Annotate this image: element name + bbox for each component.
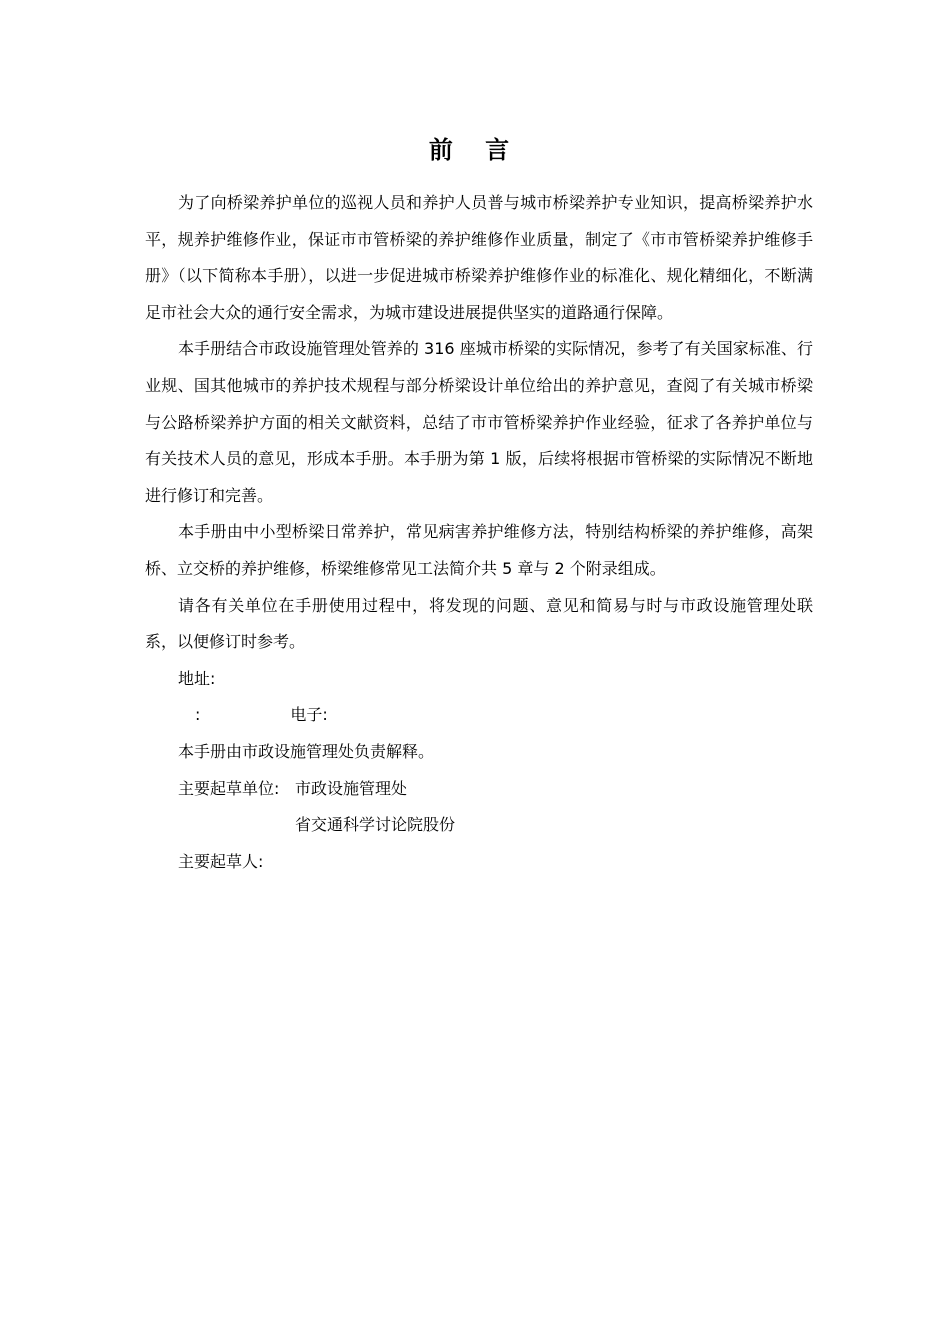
email-label: 电子: [290,705,328,725]
drafting-unit-1: 市政设施管理处 [295,778,408,798]
interpretation-line: 本手册由市政设施管理处负责解释。 [178,741,435,761]
drafting-units-label: 主要起草单位: [178,778,280,798]
contact-line [145,697,813,734]
paragraph-feedback: 请各有关单位在手册使用过程中，将发现的问题、意见和简易与时与市政设施管理处联系，以便修订时参考。 [145,595,813,652]
drafters-line [145,844,813,881]
drafters-label: 主要起草人: [178,851,264,871]
document-body [145,185,813,880]
address-line [145,661,813,698]
drafting-unit-2: 省交通科学讨论院股份 [295,815,456,835]
phone-label: : [195,705,201,725]
drafting-units-block [145,771,813,844]
paragraph-structure: 本手册由中小型桥梁日常养护，常见病害养护维修方法，特别结构桥梁的养护维修，高架桥、立交桥的养护维修，桥梁维修常见工法简介共 5 章与 2 个附录组成。 [145,522,813,578]
paragraph-purpose: 为了向桥梁养护单位的巡视人员和养护人员普与城市桥梁养护专业知识，提高桥梁养护水平，规养护维修作业，保证市市管桥梁的养护维修作业质量，制定了《市市管桥梁养护维修手册》（以下简称本手册），以进一步促进城市桥梁养护维修作业的标准化、规化精细化，不断满足市社会大众的通行安全需求，为城市建设进展提供坚实的道路通行保障。 [145,193,813,322]
page-title: 前 言 [428,136,522,164]
paragraph-basis: 本手册结合市政设施管理处管养的 316 座城市桥梁的实际情况，参考了有关国家标准、行业规、国其他城市的养护技术规程与部分桥梁设计单位给出的养护意见，查阅了有关城市桥梁与公路桥梁养护方面的相关文献资料，总结了市市管桥梁养护作业经验，征求了各养护单位与有关技术人员的意见，形成本手册。本手册为第 1 版，后续将根据市管桥梁的实际情况不断地进行修订和完善。 [145,339,813,505]
address-label: 地址: [178,668,216,688]
